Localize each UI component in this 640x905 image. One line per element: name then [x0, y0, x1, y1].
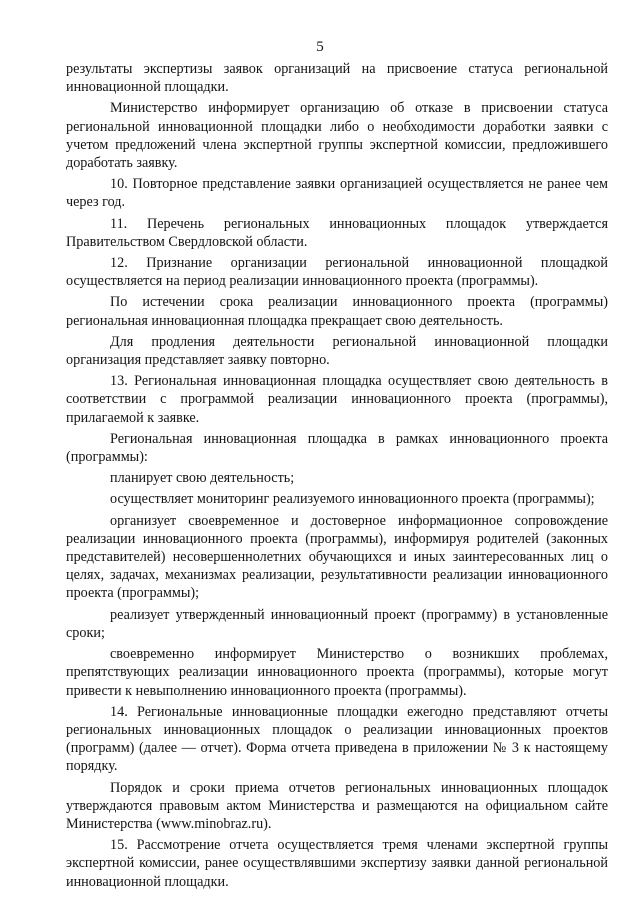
paragraph: 11. Перечень региональных инновационных площадок утверждается Правительством Свердловской области.	[66, 215, 608, 250]
paragraph: 15. Рассмотрение отчета осуществляется тремя членами экспертной группы экспертной комиссии, ранее осуществлявшими экспертизу заявки данной региональной инновационной площадки.	[66, 837, 608, 890]
paragraph: результаты экспертизы заявок организаций на присвоение статуса региональной инновационной площадки.	[66, 61, 608, 96]
paragraph: Порядок и сроки приема отчетов региональных инновационных площадок утверждаются правовым актом Министерства и размещаются на официальном сайте Министерства (www.minobraz.ru).	[66, 779, 608, 832]
page-number: 5	[316, 39, 324, 55]
list-item: планирует свою деятельность;	[110, 470, 295, 487]
list-item: реализует утвержденный инновационный проект (программу) в установленные сроки;	[66, 606, 608, 641]
paragraph: Для продления деятельности региональной инновационной площадки организация представляет заявку повторно.	[66, 333, 608, 369]
list-item: осуществляет мониторинг реализуемого инновационного проекта (программы);	[110, 491, 595, 508]
paragraph: Региональная инновационная площадка в рамках инновационного проекта (программы):	[66, 430, 608, 466]
list-item: своевременно информирует Министерство о возникших проблемах, препятствующих реализации инновационного проекта (программы), которые могут привести к невыполнению инновационного проекта (программы).	[66, 646, 608, 699]
list-item: организует своевременное и достоверное информационное сопровождение реализации инновационного проекта (программы), информируя родителей (законных представителей) несовершеннолетних обучающихся и иных заинтересованных лиц о целях, задачах, механизмах реализации, результативности реализации инновационного проекта (программы);	[66, 512, 608, 602]
document-body	[66, 60, 608, 894]
paragraph: Министерство информирует организацию об отказе в присвоении статуса региональной инновационной площадки либо о необходимости доработки заявки с учетом предложений члена экспертной группы экспертной комиссии, предложившего доработать заявку.	[66, 100, 608, 172]
paragraph: 12. Признание организации региональной инновационной площадкой осуществляется на период реализации инновационного проекта (программы).	[66, 255, 608, 290]
paragraph: 14. Региональные инновационные площадки ежегодно представляют отчеты региональных инновационных площадок о реализации инновационных проектов (программ) (далее — отчет). Форма отчета приведена в приложении № 3 к настоящему порядку.	[66, 703, 608, 775]
paragraph: 13. Региональная инновационная площадка осуществляет свою деятельность в соответствии с программой реализации инновационного проекта (программы), прилагаемой к заявке.	[66, 373, 608, 426]
paragraph: 10. Повторное представление заявки организацией осуществляется не ранее чем через год.	[66, 176, 608, 211]
paragraph: По истечении срока реализации инновационного проекта (программы) региональная инновационная площадка прекращает свою деятельность.	[66, 294, 608, 329]
